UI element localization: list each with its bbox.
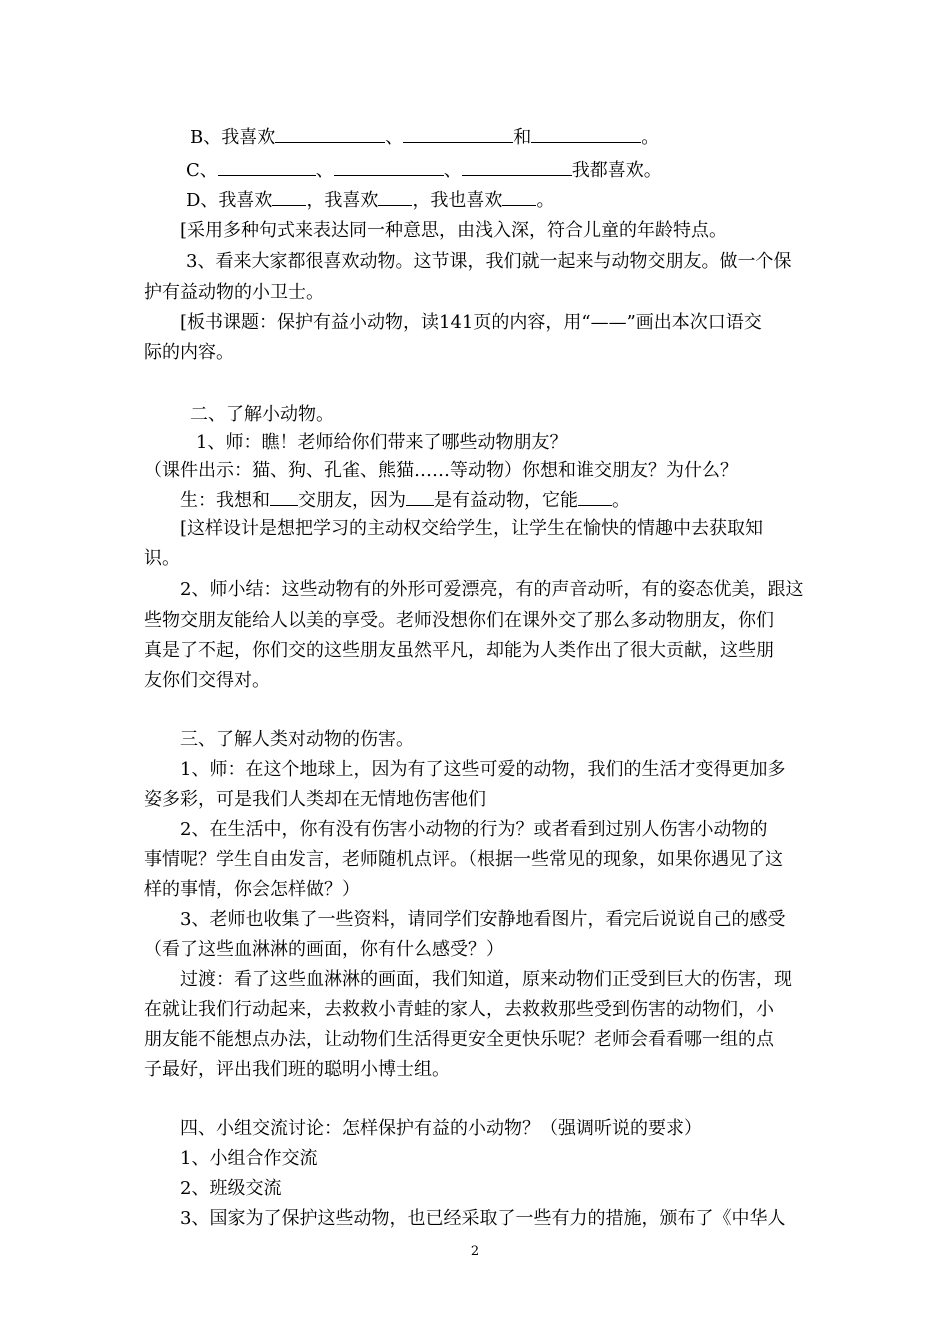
- text-line: 在就让我们行动起来，去救救小青蛙的家人，去救救那些受到伤害的动物们，小: [144, 999, 774, 1020]
- fill-blank: [334, 157, 444, 176]
- fill-blank: [403, 124, 513, 143]
- text-line: [板书课题：保护有益小动物，读141页的内容，用“——”画出本次口语交: [180, 312, 762, 333]
- text-line: 3、看来大家都很喜欢动物。这节课，我们就一起来与动物交朋友。做一个保: [186, 251, 792, 272]
- text-line: 些物交朋友能给人以美的享受。老师没想你们在课外交了那么多动物朋友，你们: [144, 610, 774, 631]
- text-line: D、我喜欢 ，我喜欢 ，我也喜欢 。: [186, 187, 851, 214]
- text-line: 护有益动物的小卫士。: [144, 282, 324, 303]
- text-line: [这样设计是想把学习的主动权交给学生，让学生在愉快的情趣中去获取知: [180, 518, 764, 539]
- text-line: [采用多种句式来表达同一种意思，由浅入深，符合儿童的年龄特点。: [180, 220, 728, 241]
- text-line: 样的事情，你会怎样做？）: [144, 879, 360, 900]
- fill-blank: [275, 124, 385, 143]
- fill-blank: [578, 487, 612, 506]
- text-line: 1、师：瞧！老师给你们带来了哪些动物朋友？: [196, 432, 568, 453]
- section-heading: 二、了解小动物。: [190, 404, 334, 425]
- text-line: （课件出示：猫、狗、孔雀、熊猫……等动物）你想和谁交朋友？为什么？: [144, 460, 738, 481]
- text-line: 2、师小结：这些动物有的外形可爱漂亮，有的声音动听，有的姿态优美，跟这: [180, 579, 804, 600]
- text-line: 际的内容。: [144, 342, 234, 363]
- text-line: 1、小组合作交流: [180, 1148, 318, 1169]
- text-line: 3、老师也收集了一些资料，请同学们安静地看图片，看完后说说自己的感受: [180, 909, 786, 930]
- fill-blank: [272, 187, 306, 206]
- text-line: 朋友能不能想点办法，让动物们生活得更安全更快乐呢？老师会看看哪一组的点: [144, 1029, 774, 1050]
- fill-blank: [462, 157, 572, 176]
- text-line: 2、在生活中，你有没有伤害小动物的行为？或者看到过别人伤害小动物的: [180, 819, 768, 840]
- text-line: 3、国家为了保护这些动物，也已经采取了一些有力的措施，颁布了《中华人: [180, 1208, 786, 1229]
- text-line: 子最好，评出我们班的聪明小博士组。: [144, 1059, 450, 1080]
- fill-blank: [502, 187, 536, 206]
- page-number: 2: [470, 1244, 480, 1259]
- text-line: 事情呢？学生自由发言，老师随机点评。（根据一些常见的现象，如果你遇见了这: [144, 849, 783, 870]
- text-line: （看了这些血淋淋的画面，你有什么感受？）: [144, 939, 504, 960]
- fill-blank: [270, 487, 298, 506]
- text-line: 真是了不起，你们交的这些朋友虽然平凡，却能为人类作出了很大贡献，这些朋: [144, 640, 774, 661]
- fill-blank: [218, 157, 316, 176]
- text-line: 生：我想和 交朋友，因为 是有益动物，它能 。: [180, 487, 845, 514]
- text-line: 过渡：看了这些血淋淋的画面，我们知道，原来动物们正受到巨大的伤害，现: [180, 969, 792, 990]
- text-line: 友你们交得对。: [144, 670, 270, 691]
- text-line: C、 、 、 我都喜欢。: [186, 157, 851, 184]
- text-line: 2、班级交流: [180, 1178, 282, 1199]
- section-heading: 三、了解人类对动物的伤害。: [180, 729, 414, 750]
- text-line: 1、师：在这个地球上，因为有了这些可爱的动物，我们的生活才变得更加多: [180, 759, 786, 780]
- text-line: 姿多彩，可是我们人类却在无情地伤害他们: [144, 789, 486, 810]
- fill-blank: [531, 124, 641, 143]
- text-line: 识。: [144, 548, 180, 569]
- section-heading: 四、小组交流讨论：怎样保护有益的小动物？（强调听说的要求）: [180, 1118, 702, 1139]
- text-line: B、我喜欢 、 和 。: [190, 124, 855, 151]
- fill-blank: [378, 187, 412, 206]
- fill-blank: [406, 487, 434, 506]
